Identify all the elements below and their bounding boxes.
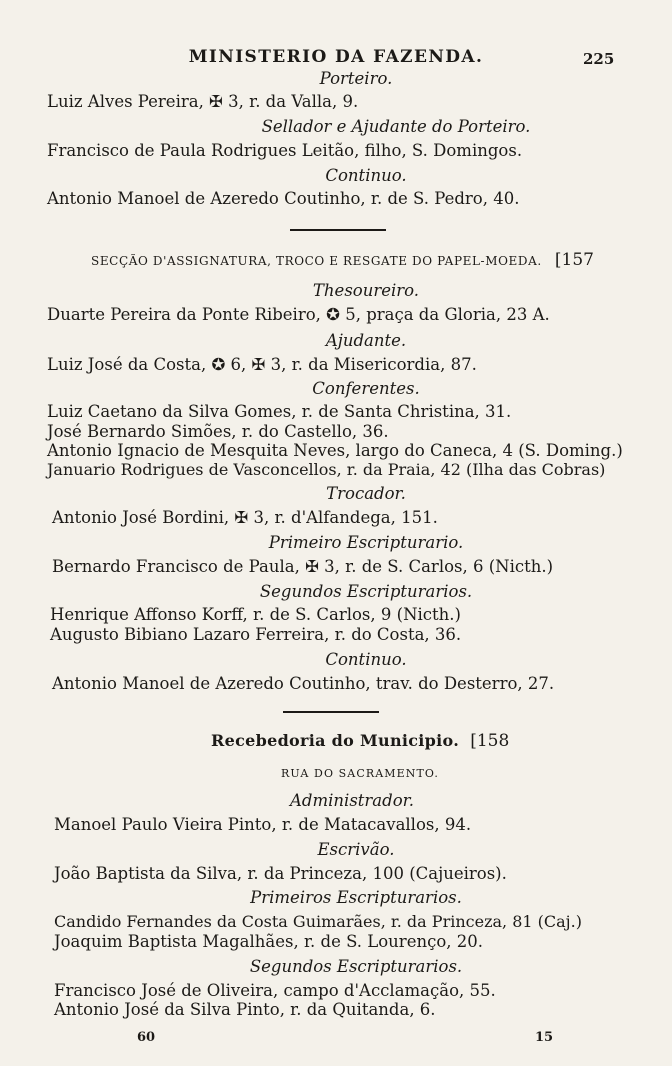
role-title: Conferentes. <box>312 379 420 398</box>
role-title: Primeiro Escripturario. <box>268 533 464 552</box>
footer-left-mark: 60 <box>137 1030 156 1045</box>
entry-line: José Bernardo Simões, r. do Castello, 36. <box>47 422 389 441</box>
role-title: Escrivão. <box>317 840 395 859</box>
entry-line: Bernardo Francisco de Paula, ✠ 3, r. de S. Carlos, 6 (Nicth.) <box>52 557 554 576</box>
role-title: Continuo. <box>325 650 407 669</box>
section-heading-text: Recebedoria do Municipio. <box>211 731 460 750</box>
section-heading <box>211 733 672 750</box>
entry-line: Januario Rodrigues de Vasconcellos, r. da Praia, 42 (Ilha das Cobras) <box>47 460 606 479</box>
entry-line: Francisco José de Oliveira, campo d'Acclamação, 55. <box>54 981 496 1000</box>
entry-line: Luiz José da Costa, ✪ 6, ✠ 3, r. da Misericordia, 87. <box>47 355 477 374</box>
section-subheading: RUA DO SACRAMENTO. <box>280 767 440 780</box>
section-heading-text: SECÇÃO D'ASSIGNATURA, TROCO E RESGATE DO PAPEL-MOEDA. <box>91 254 542 268</box>
footer-right-mark: 15 <box>535 1030 554 1045</box>
section-heading <box>91 252 672 269</box>
role-title: Segundos Escripturarios. <box>249 957 463 976</box>
entry-line: Manoel Paulo Vieira Pinto, r. de Matacavallos, 94. <box>54 815 472 834</box>
entry-line: Candido Fernandes da Costa Guimarães, r. da Princeza, 81 (Caj.) <box>54 912 582 931</box>
role-title: Thesoureiro. <box>312 281 420 300</box>
entry-line: Antonio Manoel de Azeredo Coutinho, trav. do Desterro, 27. <box>52 674 555 693</box>
section-number: [158 <box>470 731 510 751</box>
section-divider <box>283 711 379 713</box>
entry-line: Joaquim Baptista Magalhães, r. de S. Lourenço, 20. <box>54 932 483 951</box>
entry-line: Augusto Bibiano Lazaro Ferreira, r. do Costa, 36. <box>50 625 462 644</box>
entry-line: Antonio Manoel de Azeredo Coutinho, r. de S. Pedro, 40. <box>47 189 520 208</box>
role-title: Porteiro. <box>319 69 393 88</box>
entry-line: Francisco de Paula Rodrigues Leitão, filho, S. Domingos. <box>47 141 523 160</box>
entry-line: João Baptista da Silva, r. da Princeza, 100 (Cajueiros). <box>54 864 507 883</box>
page-title: MINISTERIO DA FAZENDA. <box>188 47 484 67</box>
entry-line: Antonio José da Silva Pinto, r. da Quitanda, 6. <box>54 1000 436 1019</box>
role-title: Segundos Escripturarios. <box>259 582 473 601</box>
section-number: [157 <box>554 250 594 270</box>
role-title: Trocador. <box>326 484 406 503</box>
section-divider <box>290 229 386 231</box>
entry-line: Luiz Alves Pereira, ✠ 3, r. da Valla, 9. <box>47 92 359 111</box>
role-title: Continuo. <box>325 166 407 185</box>
page-number: 225 <box>583 50 615 68</box>
entry-line: Antonio Ignacio de Mesquita Neves, largo do Caneca, 4 (S. Doming.) <box>47 441 623 460</box>
entry-line: Henrique Affonso Korff, r. de S. Carlos, 9 (Nicth.) <box>50 605 461 624</box>
entry-line: Luiz Caetano da Silva Gomes, r. de Santa Christina, 31. <box>47 402 512 421</box>
role-title: Sellador e Ajudante do Porteiro. <box>261 117 531 136</box>
role-title: Administrador. <box>290 791 414 810</box>
role-title: Ajudante. <box>325 331 407 350</box>
role-title: Primeiros Escripturarios. <box>250 888 462 907</box>
entry-line: Duarte Pereira da Ponte Ribeiro, ✪ 5, praça da Gloria, 23 A. <box>47 305 550 324</box>
entry-line: Antonio José Bordini, ✠ 3, r. d'Alfandega, 151. <box>52 508 438 527</box>
